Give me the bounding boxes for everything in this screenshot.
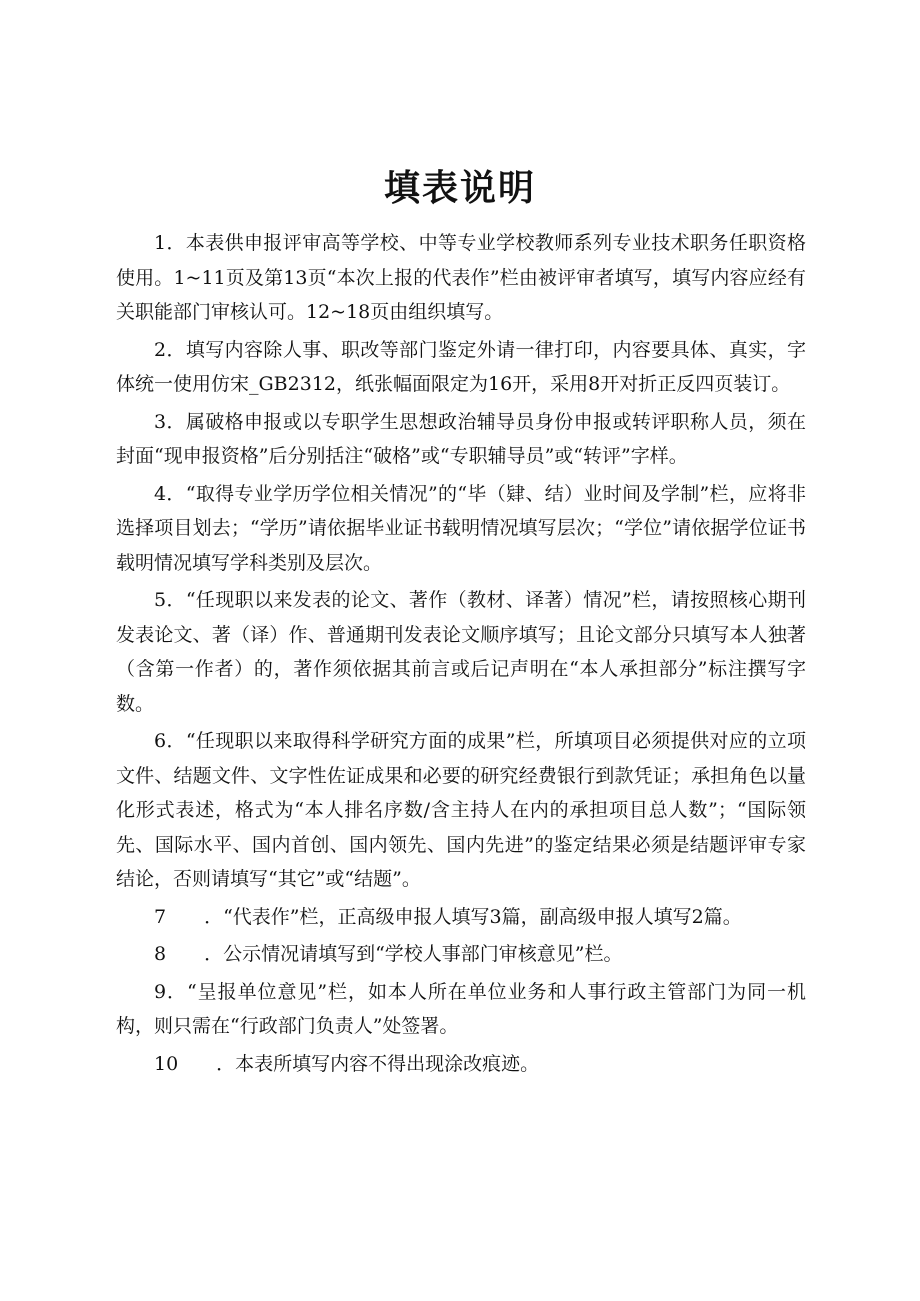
instruction-item-9: 9．“呈报单位意见”栏，如本人所在单位业务和人事行政主管部门为同一机构，则只需在“行政部门负责人”处签署。	[116, 980, 806, 1037]
instruction-item-2: 2．填写内容除人事、职改等部门鉴定外请一律打印，内容要具体、真实，字体统一使用仿宋_GB2312，纸张幅面限定为16开，采用8开对折正反四页装订。	[116, 338, 806, 395]
instructions-list	[116, 226, 806, 1084]
instruction-item-8: 8 ．公示情况请填写到“学校人事部门审核意见”栏。	[154, 943, 623, 965]
page-title: 填表说明	[383, 168, 536, 209]
instruction-item-7: 7 ．“代表作”栏，正高级申报人填写3篇，副高级申报人填写2篇。	[154, 905, 742, 928]
instruction-item-6: 6．“任现职以来取得科学研究方面的成果”栏，所填项目必须提供对应的立项文件、结题文件、文字性佐证成果和必要的研究经费银行到款凭证；承担角色以量化形式表述，格式为“本人排名序数/含主持人在内的承担项目总人数”；“国际领先、国际水平、国内首创、国内领先、国内先进”的鉴定结果必须是结题评审专家结论，否则请填写“其它”或“结题”。	[116, 730, 806, 890]
instruction-item-5: 5．“任现职以来发表的论文、著作（教材、译著）情况”栏，请按照核心期刊发表论文、著（译）作、普通期刊发表论文顺序填写；且论文部分只填写本人独著（含第一作者）的，著作须依据其前言或后记声明在“本人承担部分”标注撰写字数。	[116, 589, 806, 715]
instruction-item-3: 3．属破格申报或以专职学生思想政治辅导员身份申报或转评职称人员，须在封面“现申报资格”后分别括注“破格”或“专职辅导员”或“转评”字样。	[116, 410, 806, 467]
instruction-item-4: 4．“取得专业学历学位相关情况”的“毕（肄、结）业时间及学制”栏，应将非选择项目划去；“学历”请依据毕业证书载明情况填写层次；“学位”请依据学位证书载明情况填写学科类别及层次。	[116, 482, 806, 574]
instruction-item-1: 1．本表供申报评审高等学校、中等专业学校教师系列专业技术职务任职资格使用。1~11页及第13页“本次上报的代表作”栏由被评审者填写，填写内容应经有关职能部门审核认可。12~18页由组织填写。	[116, 232, 806, 323]
instruction-item-10: 10 ．本表所填写内容不得出现涂改痕迹。	[154, 1052, 540, 1075]
